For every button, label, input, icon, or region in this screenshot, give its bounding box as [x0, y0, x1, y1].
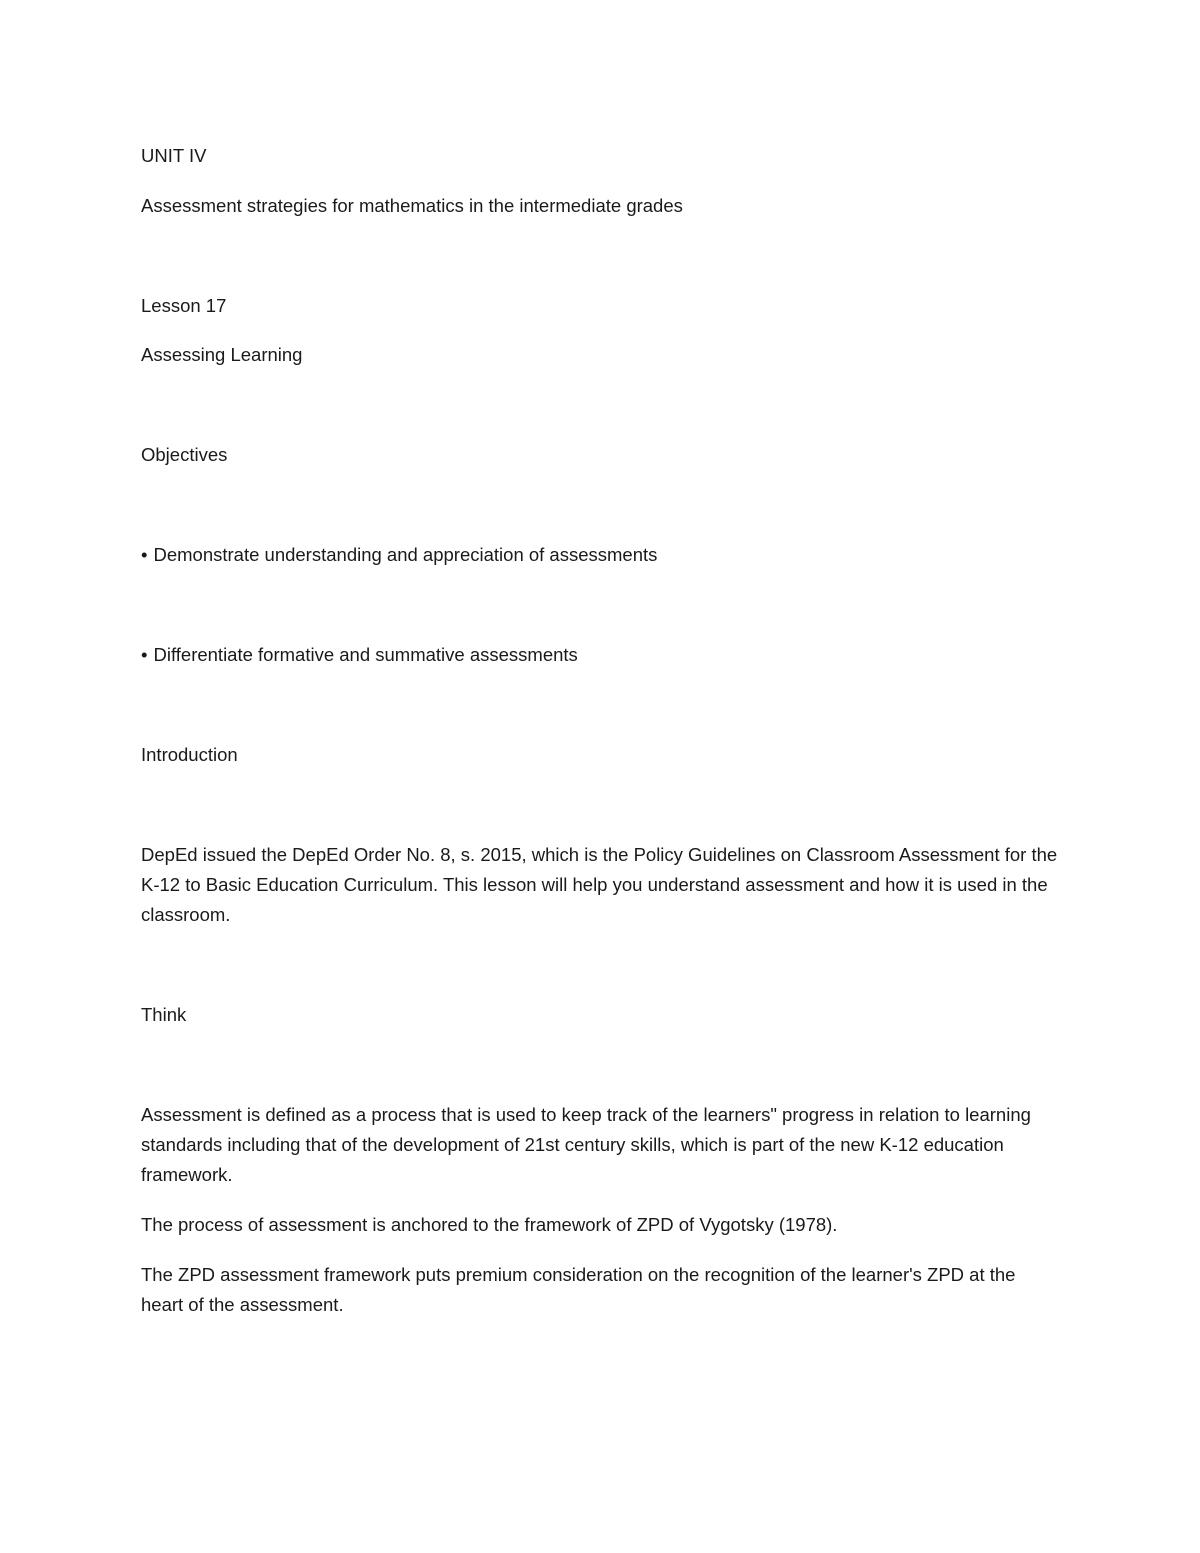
unit-label: UNIT IV — [141, 145, 207, 166]
introduction-heading: Introduction — [141, 744, 238, 765]
think-heading: Think — [141, 1004, 187, 1025]
objective-item: • Differentiate formative and summative assessments — [141, 640, 578, 670]
unit-title: Assessment strategies for mathematics in the intermediate grades — [141, 195, 683, 216]
think-paragraph: The process of assessment is anchored to the framework of ZPD of Vygotsky (1978). — [141, 1214, 838, 1235]
introduction-paragraph: DepEd issued the DepEd Order No. 8, s. 2015, which is the Policy Guidelines on Classroom Assessment for the K-12 to Basic Education Curriculum. This lesson will help you understand assessment and how it is used in the classroom. — [141, 844, 1058, 925]
objectives-heading: Objectives — [141, 444, 228, 465]
lesson-label: Lesson 17 — [141, 295, 227, 316]
think-paragraph: Assessment is defined as a process that is used to keep track of the learners" progress in relation to learning standards including that of the development of 21st century skills, which is part of the new K-12 education framework. — [141, 1104, 1031, 1185]
objective-item: • Demonstrate understanding and appreciation of assessments — [141, 540, 657, 570]
lesson-title: Assessing Learning — [141, 344, 303, 365]
think-paragraph: The ZPD assessment framework puts premium consideration on the recognition of the learner's ZPD at the heart of the assessment. — [141, 1264, 1016, 1315]
